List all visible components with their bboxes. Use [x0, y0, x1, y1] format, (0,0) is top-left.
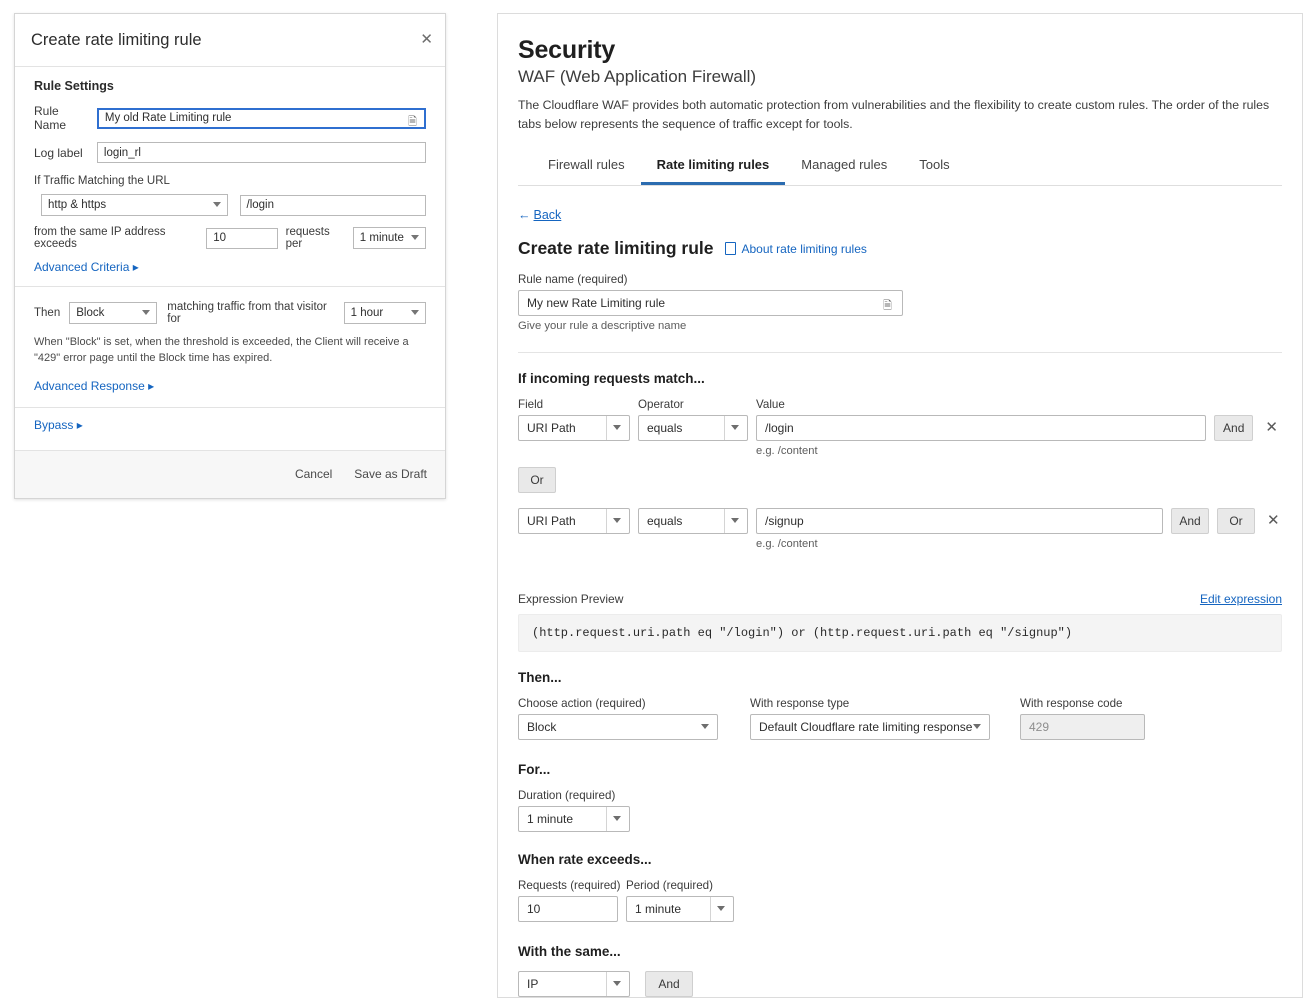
- condition-column-headers: [518, 398, 1282, 411]
- tab-firewall-rules[interactable]: Firewall rules: [548, 157, 625, 173]
- save-as-draft-button[interactable]: Save as Draft: [354, 467, 427, 482]
- rule-settings-heading: Rule Settings: [34, 79, 114, 93]
- select-divider: [606, 807, 607, 831]
- chevron-down-icon: [213, 202, 221, 207]
- log-label-input[interactable]: [97, 142, 426, 163]
- period-value: 1 minute: [359, 232, 404, 244]
- edit-expression-link[interactable]: Edit expression: [1199, 592, 1282, 607]
- bypass-toggle[interactable]: Bypass ▸: [34, 417, 83, 432]
- response-code-group: [1020, 697, 1145, 740]
- form-header: [518, 238, 1282, 259]
- value-input[interactable]: [756, 415, 1206, 441]
- response-type-value: Default Cloudflare rate limiting response: [759, 720, 973, 735]
- requests-input[interactable]: [518, 896, 618, 922]
- period-value: 1 minute: [635, 902, 682, 917]
- tab-rate-limiting-rules[interactable]: Rate limiting rules: [641, 148, 786, 185]
- response-type-select[interactable]: [750, 714, 990, 740]
- characteristic-value: IP: [527, 977, 539, 992]
- select-divider: [710, 897, 711, 921]
- characteristic-select[interactable]: [518, 971, 630, 997]
- tab-managed-rules[interactable]: Managed rules: [801, 157, 888, 173]
- period-select[interactable]: [626, 896, 734, 922]
- then-section-row: [518, 697, 1282, 740]
- copy-icon[interactable]: 🗎: [408, 115, 417, 128]
- block-duration-select[interactable]: [344, 302, 426, 324]
- document-icon: [725, 242, 736, 255]
- divider: [15, 407, 445, 408]
- expression-preview-text: (http.request.uri.path eq "/login") or (http.request.uri.path eq "/signup"): [518, 614, 1282, 652]
- period-label: Period (required): [626, 879, 713, 893]
- rule-name-input[interactable]: [97, 108, 426, 129]
- then-row: [34, 301, 426, 325]
- action-value: Block: [527, 720, 557, 735]
- match-section-title: If incoming requests match...: [518, 371, 705, 387]
- and-button[interactable]: And: [645, 971, 693, 997]
- and-button[interactable]: And: [1214, 415, 1253, 441]
- operator-value: equals: [647, 421, 683, 436]
- value-text: /signup: [765, 514, 804, 529]
- action-value: Block: [76, 307, 105, 319]
- or-button[interactable]: Or: [1217, 508, 1255, 534]
- advanced-response-toggle[interactable]: Advanced Response ▸: [34, 378, 155, 393]
- divider: [15, 286, 445, 287]
- dialog-title: Create rate limiting rule: [31, 30, 202, 49]
- remove-condition-icon[interactable]: ✕: [1267, 512, 1280, 530]
- value-text: /login: [765, 421, 794, 436]
- page-subtitle: WAF (Web Application Firewall): [518, 67, 757, 86]
- threshold-mid-label: requests per: [285, 226, 330, 250]
- duration-label: Duration (required): [518, 789, 616, 803]
- chevron-down-icon: [613, 816, 621, 821]
- about-rate-limiting-link[interactable]: [725, 242, 866, 256]
- expression-header: [518, 592, 1282, 606]
- dialog-footer: [15, 450, 445, 498]
- same-section-title: With the same...: [518, 944, 621, 960]
- rule-name-row: [34, 104, 426, 132]
- threshold-prefix-label: from the same IP address exceeds: [34, 226, 166, 250]
- advanced-criteria-label: Advanced Criteria: [34, 260, 130, 274]
- field-value: URI Path: [527, 421, 576, 436]
- then-mid-label: matching traffic from that visitor for: [167, 301, 327, 325]
- chevron-down-icon: [613, 981, 621, 986]
- operator-select[interactable]: [638, 415, 748, 441]
- rate-inputs-row: [518, 896, 1282, 922]
- dialog-body: [15, 67, 445, 450]
- condition-row: [518, 415, 1282, 457]
- threshold-value: 10: [213, 232, 227, 244]
- rate-labels: [518, 879, 1282, 892]
- select-divider: [724, 509, 725, 533]
- page-intro: The Cloudflare WAF provides both automatic protection from vulnerabilities and the flexibility to create custom rules. The order of the rules tabs below represents the sequence of traffic except for tools.: [518, 98, 1270, 132]
- bypass-label: Bypass: [34, 417, 74, 432]
- response-type-label: With response type: [750, 697, 850, 711]
- arrow-left-icon: ←: [518, 208, 531, 223]
- rule-name-label: Rule Name: [34, 104, 67, 132]
- rate-section-title: When rate exceeds...: [518, 852, 652, 868]
- rule-name-label: Rule name (required): [518, 273, 628, 287]
- chevron-down-icon: [701, 724, 709, 729]
- cancel-button[interactable]: Cancel: [294, 467, 333, 482]
- action-select[interactable]: [69, 302, 157, 324]
- log-label-label: Log label: [34, 145, 83, 160]
- chevron-down-icon: [731, 518, 739, 523]
- column-field-label: Field: [518, 398, 544, 412]
- expression-label: Expression Preview: [518, 592, 624, 607]
- chevron-down-icon: [731, 425, 739, 430]
- tab-bar: [518, 148, 1282, 186]
- period-select[interactable]: [353, 227, 426, 249]
- chevron-down-icon: [411, 310, 419, 315]
- response-code-label: With response code: [1020, 697, 1123, 711]
- field-select[interactable]: [518, 508, 630, 534]
- scheme-value: http & https: [48, 199, 107, 211]
- action-select[interactable]: [518, 714, 718, 740]
- column-operator-label: Operator: [638, 398, 684, 412]
- rule-name-helper: Give your rule a descriptive name: [518, 320, 687, 333]
- security-waf-panel: [497, 13, 1303, 998]
- advanced-criteria-toggle[interactable]: Advanced Criteria ▸: [34, 260, 139, 274]
- threshold-input[interactable]: [206, 228, 277, 249]
- response-code-value: 429: [1029, 720, 1050, 735]
- for-section-title: For...: [518, 762, 551, 778]
- back-link[interactable]: [518, 208, 561, 222]
- column-value-label: Value: [756, 398, 785, 412]
- rule-name-group: [518, 273, 1282, 332]
- condition-row: [518, 508, 1282, 550]
- response-code-input[interactable]: [1020, 714, 1145, 740]
- value-example: e.g. /content: [756, 538, 818, 551]
- block-duration-value: 1 hour: [350, 307, 384, 319]
- select-divider: [606, 509, 607, 533]
- then-label: Then: [34, 307, 61, 319]
- form-title: Create rate limiting rule: [518, 238, 714, 259]
- chevron-down-icon: [613, 425, 621, 430]
- select-divider: [606, 972, 607, 996]
- copy-icon[interactable]: 🗎: [883, 300, 892, 313]
- chevron-down-icon: [613, 518, 621, 523]
- value-example: e.g. /content: [756, 445, 818, 458]
- action-group: [518, 697, 718, 740]
- log-label-row: [34, 142, 426, 163]
- select-divider: [606, 416, 607, 440]
- requests-label: Requests (required): [518, 879, 621, 893]
- url-match-row: [34, 194, 426, 216]
- traffic-match-label: If Traffic Matching the URL: [34, 175, 170, 187]
- back-label: Back: [533, 208, 562, 223]
- about-link-label: About rate limiting rules: [741, 241, 867, 256]
- or-button[interactable]: Or: [518, 467, 556, 493]
- url-path-value: /login: [246, 199, 274, 211]
- rule-name-value: My new Rate Limiting rule: [527, 296, 666, 311]
- legacy-rate-limiting-dialog: [14, 13, 446, 499]
- block-note: When "Block" is set, when the threshold is exceeded, the Client will receive a "429" error page until the Block time has expired.: [34, 336, 409, 364]
- value-input[interactable]: [756, 508, 1163, 534]
- log-label-value: login_rl: [103, 146, 141, 159]
- chevron-down-icon: [142, 310, 150, 315]
- close-icon[interactable]: ✕: [420, 31, 433, 48]
- chevron-down-icon: [411, 235, 419, 240]
- operator-value: equals: [647, 514, 683, 529]
- action-label: Choose action (required): [518, 697, 646, 711]
- threshold-row: [34, 226, 426, 250]
- select-divider: [724, 416, 725, 440]
- duration-select[interactable]: [518, 806, 630, 832]
- then-section-title: Then...: [518, 670, 562, 686]
- field-select[interactable]: [518, 415, 630, 441]
- dialog-header: [15, 14, 445, 67]
- duration-value: 1 minute: [527, 812, 574, 827]
- requests-value: 10: [527, 902, 541, 917]
- chevron-down-icon: [973, 724, 981, 729]
- and-button[interactable]: And: [1171, 508, 1209, 534]
- page-title: Security: [518, 36, 616, 64]
- rule-name-input[interactable]: [518, 290, 903, 316]
- url-path-input[interactable]: [240, 195, 427, 216]
- field-value: URI Path: [527, 514, 576, 529]
- scheme-select[interactable]: [41, 194, 228, 216]
- or-button-wrap: [518, 467, 1282, 493]
- chevron-down-icon: [717, 906, 725, 911]
- response-type-group: [750, 697, 990, 740]
- rule-name-value: My old Rate Limiting rule: [104, 112, 232, 124]
- expression-preview-group: [518, 592, 1282, 652]
- advanced-response-label: Advanced Response: [34, 378, 145, 393]
- remove-condition-icon[interactable]: ✕: [1265, 419, 1278, 437]
- divider: [518, 352, 1282, 353]
- operator-select[interactable]: [638, 508, 748, 534]
- tab-tools[interactable]: Tools: [919, 157, 950, 173]
- characteristic-row: [518, 971, 1282, 997]
